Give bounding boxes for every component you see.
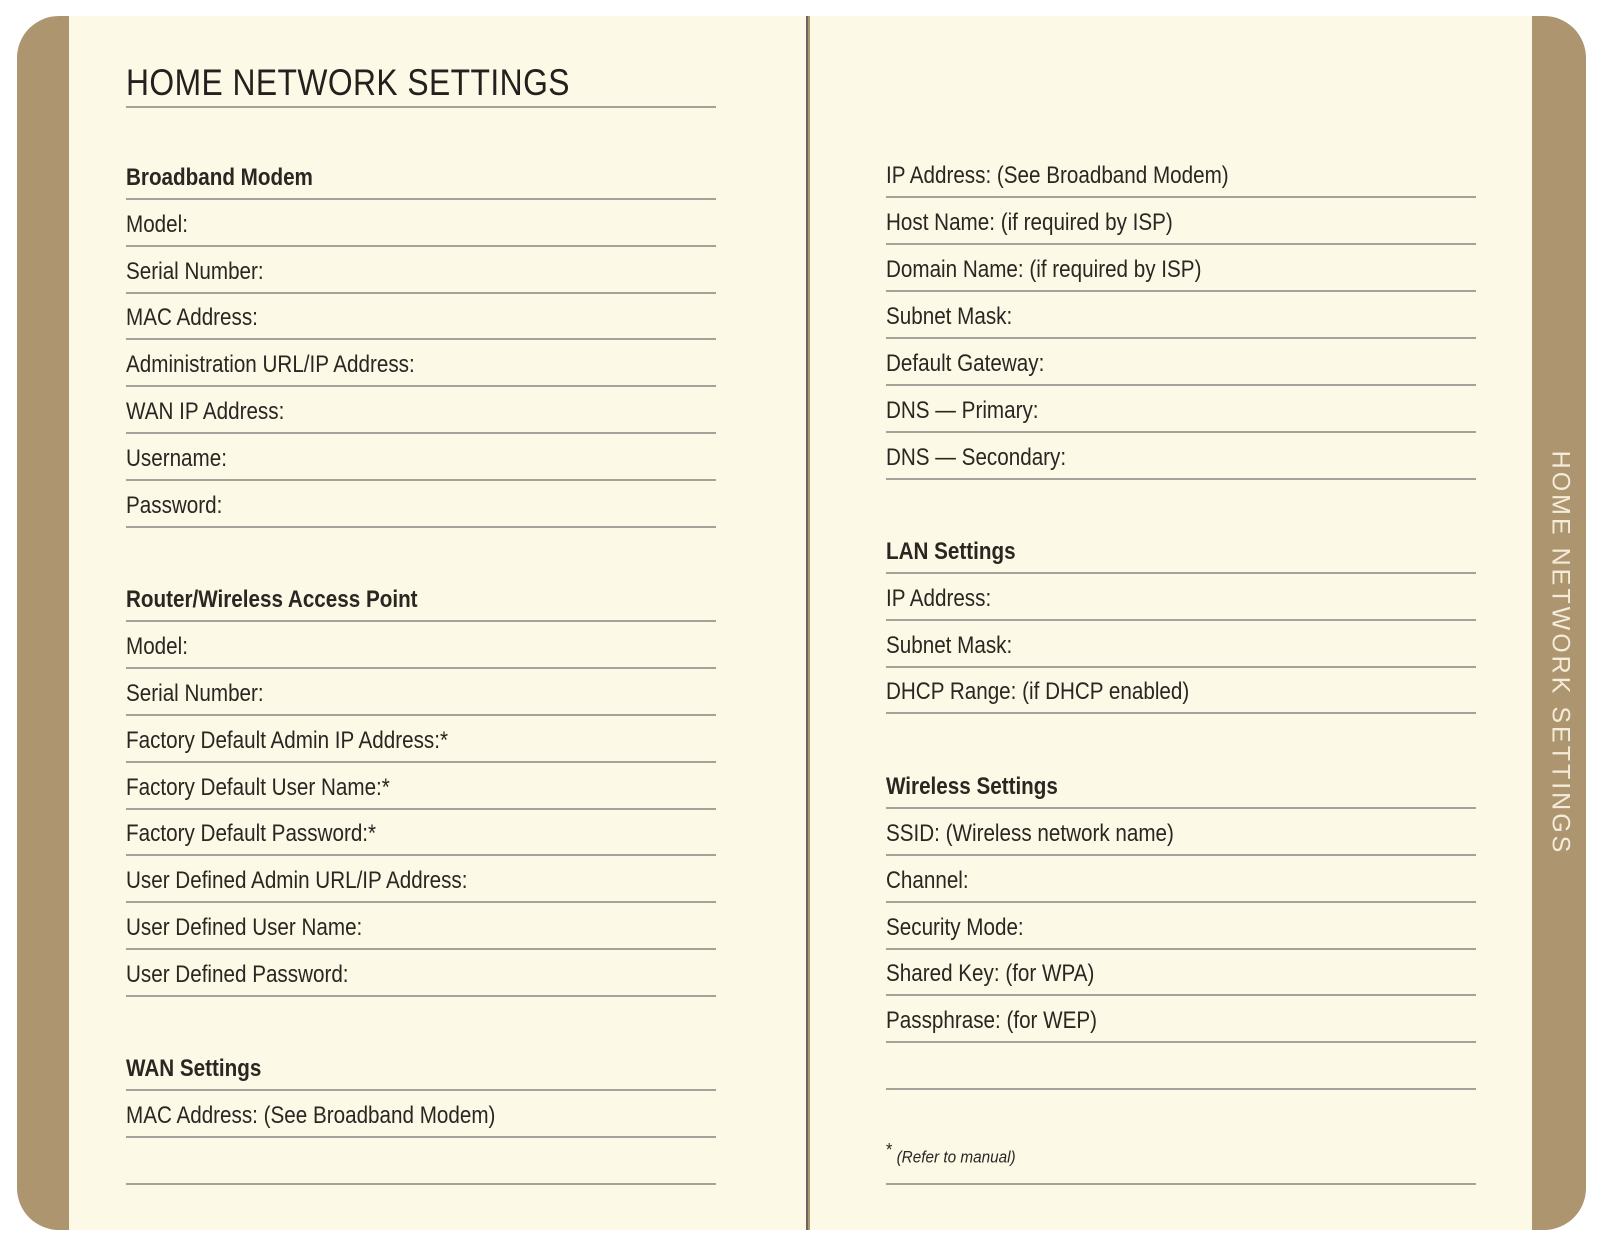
field-label: Default Gateway: — [886, 350, 1045, 377]
section-heading — [126, 152, 716, 200]
field-label: DHCP Range: (if DHCP enabled) — [886, 678, 1190, 705]
field-label: User Defined Admin URL/IP Address: — [126, 867, 468, 894]
form-field-line[interactable] — [126, 246, 716, 294]
section-heading — [126, 574, 716, 622]
form-field-line[interactable] — [126, 386, 716, 434]
form-field-line[interactable] — [886, 197, 1476, 245]
page-title: HOME NETWORK SETTINGS — [126, 62, 570, 103]
form-field-line[interactable] — [126, 808, 716, 856]
form-field-line[interactable] — [126, 855, 716, 903]
form-field-line[interactable] — [126, 292, 716, 340]
field-label: Serial Number: — [126, 258, 264, 285]
field-label: Security Mode: — [886, 914, 1024, 941]
field-label: DNS — Secondary: — [886, 444, 1067, 471]
form-field-line[interactable] — [126, 715, 716, 763]
form-field-line[interactable] — [886, 620, 1476, 668]
title-underline — [126, 106, 716, 108]
footnote-mark: * — [886, 1140, 893, 1160]
section-heading-label: WAN Settings — [126, 1055, 262, 1082]
page-gutter — [806, 16, 808, 1230]
side-tab-label: HOME NETWORK SETTINGS — [1546, 450, 1574, 856]
form-field-line[interactable] — [126, 1090, 716, 1138]
field-label: User Defined Password: — [126, 961, 349, 988]
form-field-line[interactable] — [126, 949, 716, 997]
field-label: IP Address: — [886, 585, 992, 612]
form-field-line[interactable] — [886, 855, 1476, 903]
form-field-line[interactable] — [886, 244, 1476, 292]
form-field-line[interactable] — [886, 573, 1476, 621]
form-field-line[interactable] — [886, 385, 1476, 433]
section-heading-label: Router/Wireless Access Point — [126, 586, 418, 613]
field-label: MAC Address: — [126, 304, 258, 331]
field-label: Subnet Mask: — [886, 632, 1013, 659]
field-label: Password: — [126, 492, 223, 519]
section-heading-label: Wireless Settings — [886, 773, 1058, 800]
section-heading — [886, 526, 1476, 574]
field-label: Username: — [126, 445, 227, 472]
field-label: SSID: (Wireless network name) — [886, 820, 1174, 847]
field-label: IP Address: (See Broadband Modem) — [886, 162, 1229, 189]
form-field-line[interactable] — [886, 150, 1476, 198]
field-label: Factory Default User Name:* — [126, 774, 390, 801]
field-label: Model: — [126, 633, 188, 660]
side-tab — [1533, 16, 1586, 1230]
field-label: MAC Address: (See Broadband Modem) — [126, 1102, 496, 1129]
form-field-line[interactable] — [886, 948, 1476, 996]
field-label: Subnet Mask: — [886, 303, 1013, 330]
section-heading — [886, 761, 1476, 809]
footnote — [886, 1140, 1016, 1168]
field-label: Serial Number: — [126, 680, 264, 707]
field-label: Channel: — [886, 867, 969, 894]
form-field-line[interactable] — [886, 808, 1476, 856]
footnote-text: (Refer to manual) — [896, 1147, 1016, 1167]
form-field-line[interactable] — [886, 902, 1476, 950]
blank-line[interactable] — [126, 1137, 716, 1185]
form-field-line[interactable] — [126, 433, 716, 481]
form-field-line[interactable] — [126, 621, 716, 669]
field-label: Administration URL/IP Address: — [126, 351, 415, 378]
form-field-line[interactable] — [886, 995, 1476, 1043]
section-heading — [126, 1043, 716, 1091]
field-label: Shared Key: (for WPA) — [886, 960, 1095, 987]
form-field-line[interactable] — [126, 480, 716, 528]
form-field-line[interactable] — [886, 432, 1476, 480]
blank-line[interactable] — [886, 1042, 1476, 1090]
field-label: Factory Default Password:* — [126, 820, 377, 847]
form-field-line[interactable] — [126, 339, 716, 387]
form-field-line[interactable] — [886, 338, 1476, 386]
field-label: Passphrase: (for WEP) — [886, 1007, 1098, 1034]
field-label: Factory Default Admin IP Address:* — [126, 727, 448, 754]
field-label: DNS — Primary: — [886, 397, 1039, 424]
form-field-line[interactable] — [126, 902, 716, 950]
field-label: Model: — [126, 211, 188, 238]
field-label: WAN IP Address: — [126, 398, 285, 425]
section-heading-label: Broadband Modem — [126, 164, 313, 191]
field-label: Domain Name: (if required by ISP) — [886, 256, 1202, 283]
section-heading-label: LAN Settings — [886, 538, 1016, 565]
field-label: User Defined User Name: — [126, 914, 363, 941]
form-field-line[interactable] — [126, 668, 716, 716]
form-field-line[interactable] — [886, 666, 1476, 714]
field-label: Host Name: (if required by ISP) — [886, 209, 1173, 236]
form-field-line[interactable] — [886, 291, 1476, 339]
form-field-line[interactable] — [126, 199, 716, 247]
form-field-line[interactable] — [126, 762, 716, 810]
